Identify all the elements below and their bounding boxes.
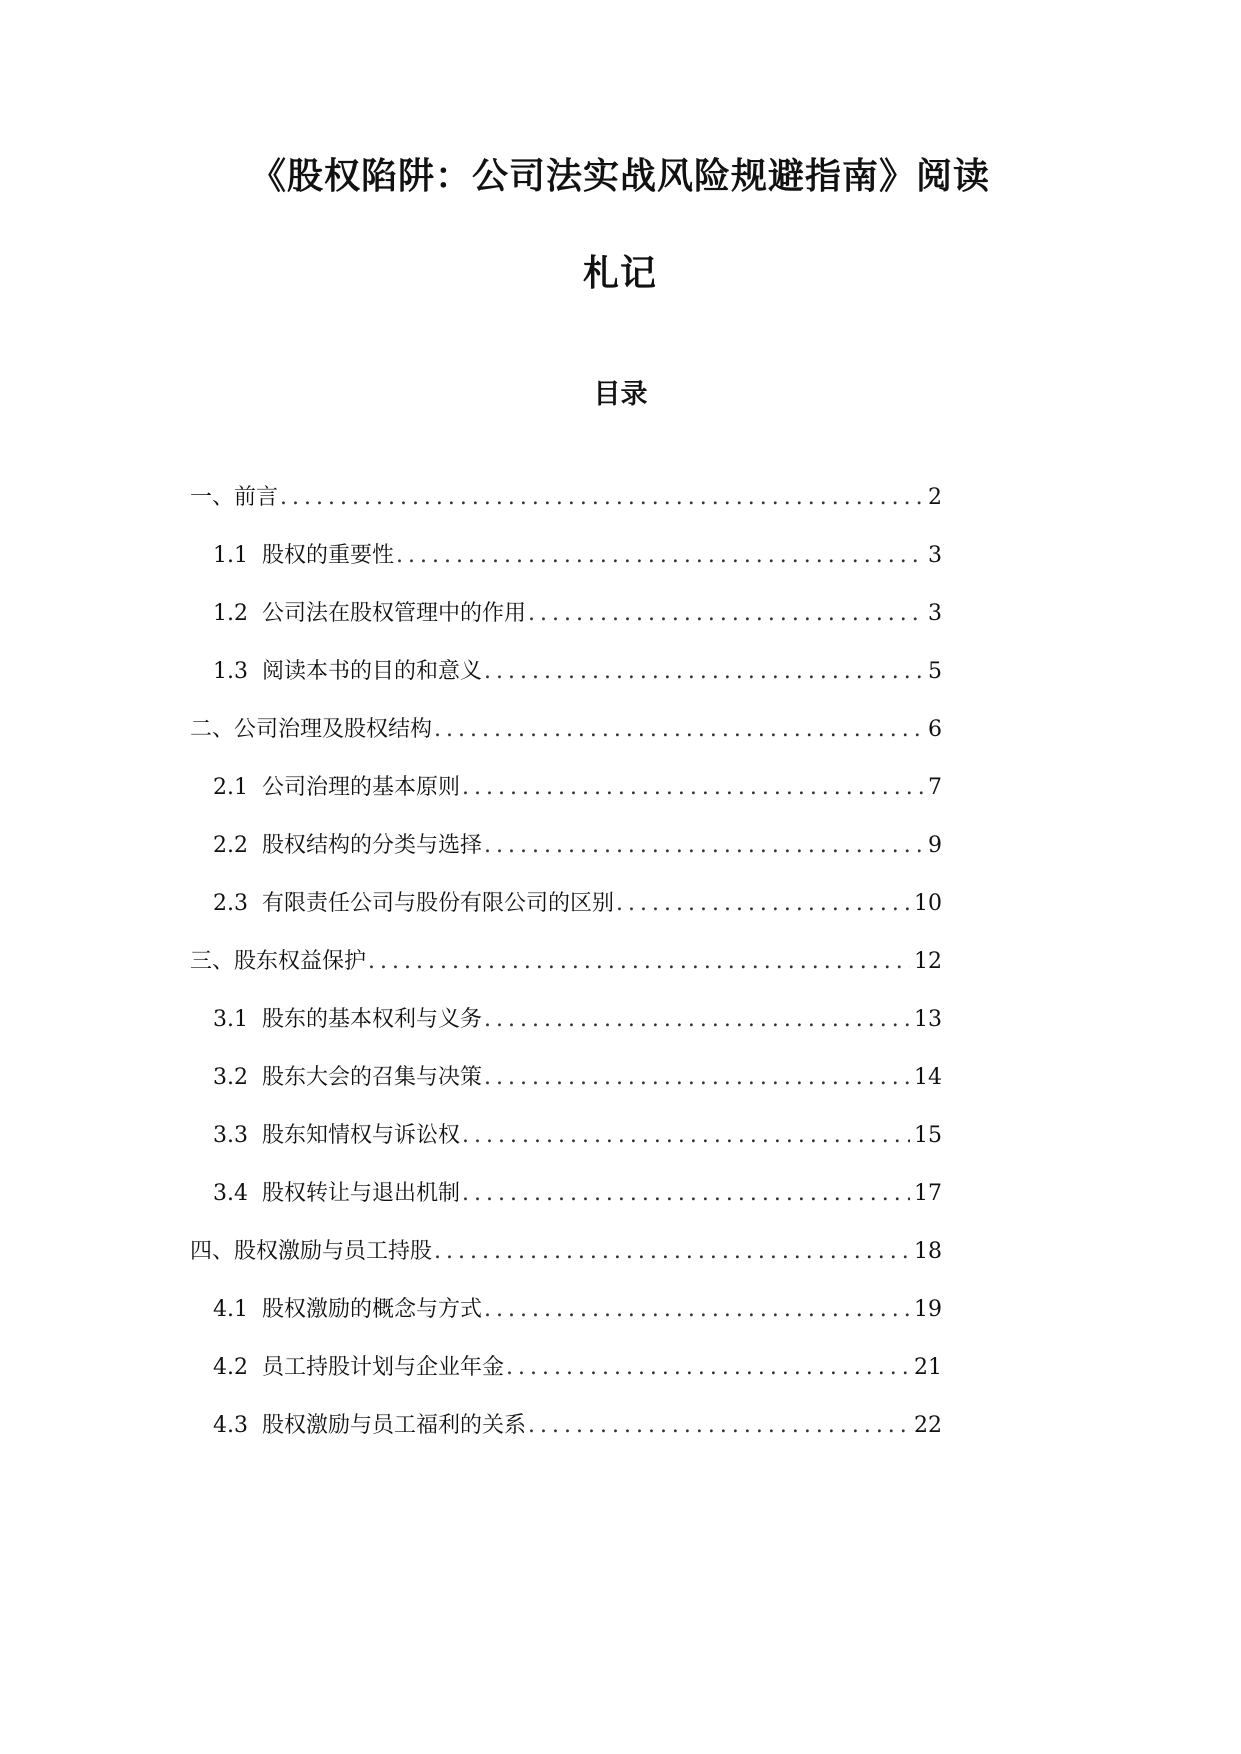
- toc-dot-leader: [484, 1002, 910, 1038]
- toc-section-number: 1.3: [213, 659, 248, 684]
- toc-dot-leader: [462, 1176, 910, 1212]
- toc-entry-text: 阅读本书的目的和意义: [262, 659, 483, 684]
- toc-page-number: 14: [914, 1065, 942, 1090]
- toc-section-number: 3.4: [213, 1181, 248, 1206]
- toc-page-number: 19: [914, 1297, 942, 1322]
- toc-section-number: 1.2: [213, 601, 248, 626]
- toc-page-number: 17: [914, 1181, 942, 1206]
- toc-entry-text: 股权激励与员工福利的关系: [262, 1413, 527, 1438]
- toc-dot-leader: [462, 770, 924, 806]
- toc-entry-text: 股权激励的概念与方式: [262, 1297, 483, 1322]
- toc-dot-leader: [280, 480, 924, 516]
- toc-entry[interactable]: [213, 828, 942, 864]
- toc-dot-leader: [484, 654, 924, 690]
- toc-entry[interactable]: [190, 712, 942, 748]
- toc-entry-text: 有限责任公司与股份有限公司的区别: [262, 891, 615, 916]
- toc-section-number: 4.3: [213, 1413, 248, 1438]
- toc-entry-text: 股东知情权与诉讼权: [262, 1123, 461, 1148]
- toc-page-number: 15: [914, 1123, 942, 1148]
- document-title-line-2: 札记: [582, 253, 657, 294]
- toc-section-number: 3.2: [213, 1065, 248, 1090]
- toc-entry[interactable]: [213, 1350, 942, 1386]
- toc-entry-text: 股东大会的召集与决策: [262, 1065, 483, 1090]
- toc-dot-leader: [396, 538, 924, 574]
- toc-entry-text: 四、股权激励与员工持股: [190, 1239, 433, 1264]
- toc-entry[interactable]: [213, 1408, 942, 1444]
- toc-page-number: 5: [928, 659, 942, 684]
- toc-dot-leader: [484, 1292, 910, 1328]
- toc-page-number: 10: [914, 891, 942, 916]
- toc-page-number: 13: [914, 1007, 942, 1032]
- document-title-line-1: 《股权陷阱：公司法实战风险规避指南》阅读: [249, 156, 990, 197]
- toc-entry-text: 公司法在股权管理中的作用: [262, 601, 527, 626]
- toc-page-number: 3: [928, 543, 942, 568]
- toc-entry-text: 一、前言: [190, 485, 279, 510]
- toc-entry[interactable]: [190, 944, 942, 980]
- toc-entry[interactable]: [213, 1118, 942, 1154]
- toc-entry-text: 公司治理的基本原则: [262, 775, 461, 800]
- toc-dot-leader: [368, 944, 910, 980]
- toc-entry[interactable]: [213, 1176, 942, 1212]
- toc-dot-leader: [528, 596, 924, 632]
- toc-section-number: 4.1: [213, 1297, 248, 1322]
- toc-entry-text: 股东的基本权利与义务: [262, 1007, 483, 1032]
- toc-dot-leader: [616, 886, 910, 922]
- toc-entry-text: 股权的重要性: [262, 543, 395, 568]
- toc-page-number: 3: [928, 601, 942, 626]
- toc-entry[interactable]: [190, 480, 942, 516]
- toc-entry[interactable]: [213, 538, 942, 574]
- toc-page-number: 6: [928, 717, 942, 742]
- toc-entry[interactable]: [213, 1002, 942, 1038]
- toc-page-number: 18: [914, 1239, 942, 1264]
- toc-entry[interactable]: [213, 596, 942, 632]
- toc-section-number: 3.1: [213, 1007, 248, 1032]
- toc-entry[interactable]: [213, 654, 942, 690]
- toc-section-number: 2.1: [213, 775, 248, 800]
- toc-entry-text: 股权转让与退出机制: [262, 1181, 461, 1206]
- toc-entry[interactable]: [190, 1234, 942, 1270]
- toc-dot-leader: [462, 1118, 910, 1154]
- toc-entry[interactable]: [213, 770, 942, 806]
- toc-heading: 目录: [593, 379, 648, 410]
- toc-section-number: 4.2: [213, 1355, 248, 1380]
- toc-entry[interactable]: [213, 886, 942, 922]
- toc-entry-text: 股权结构的分类与选择: [262, 833, 483, 858]
- toc-page-number: 22: [914, 1413, 942, 1438]
- toc-page-number: 9: [928, 833, 942, 858]
- toc-dot-leader: [528, 1408, 910, 1444]
- toc-dot-leader: [484, 828, 924, 864]
- toc-section-number: 3.3: [213, 1123, 248, 1148]
- toc-section-number: 2.2: [213, 833, 248, 858]
- toc-section-number: 2.3: [213, 891, 248, 916]
- toc-dot-leader: [484, 1060, 910, 1096]
- toc-entry-text: 员工持股计划与企业年金: [262, 1355, 505, 1380]
- toc-entry-text: 三、股东权益保护: [190, 949, 367, 974]
- toc-page-number: 7: [928, 775, 942, 800]
- toc-section-number: 1.1: [213, 543, 248, 568]
- toc-entry-text: 二、公司治理及股权结构: [190, 717, 433, 742]
- toc-dot-leader: [506, 1350, 910, 1386]
- toc-page-number: 12: [914, 949, 942, 974]
- toc-page-number: 21: [914, 1355, 942, 1380]
- toc-entry[interactable]: [213, 1060, 942, 1096]
- toc-dot-leader: [434, 712, 924, 748]
- toc-dot-leader: [434, 1234, 910, 1270]
- toc-page-number: 2: [928, 485, 942, 510]
- toc-entry[interactable]: [213, 1292, 942, 1328]
